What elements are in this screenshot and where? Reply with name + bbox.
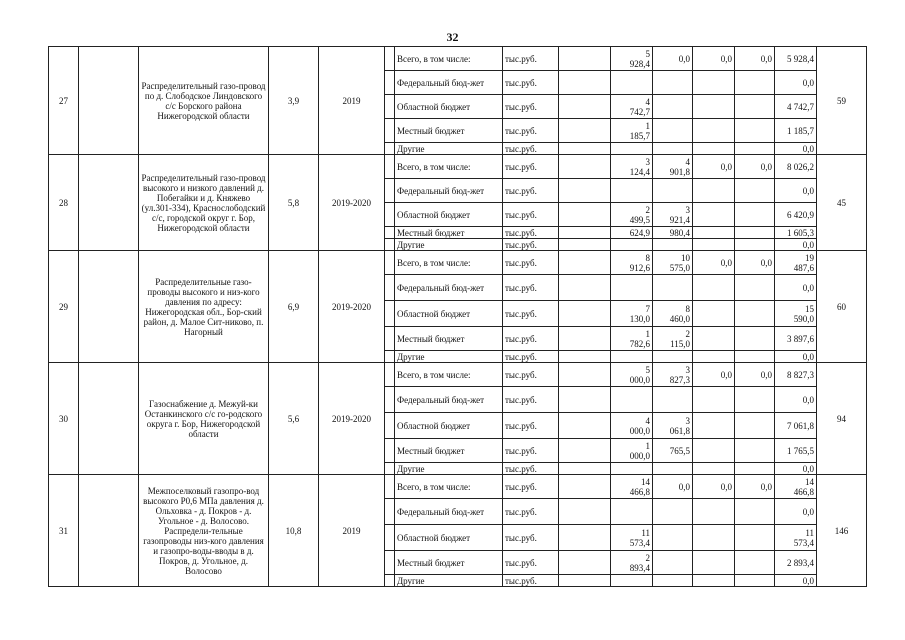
unit: тыс.руб. [503, 227, 559, 239]
amount-year-2: 0,0 [653, 475, 693, 499]
length-km: 10,8 [269, 475, 319, 587]
amount-year-3 [693, 71, 735, 95]
empty-cell [559, 363, 611, 387]
spacer-cell [385, 251, 395, 275]
result-value: 94 [817, 363, 867, 475]
spacer-cell [385, 413, 395, 439]
empty-cell [559, 47, 611, 71]
empty-cell [559, 143, 611, 155]
amount-year-4 [735, 95, 775, 119]
spacer-cell [385, 119, 395, 143]
amount-year-2 [653, 499, 693, 525]
amount-year-1: 5 928,4 [611, 47, 653, 71]
amount-year-2: 980,4 [653, 227, 693, 239]
empty-cell [559, 387, 611, 413]
amount-year-4: 0,0 [735, 155, 775, 179]
funding-source: Всего, в том числе: [395, 47, 503, 71]
amount-year-1 [611, 387, 653, 413]
funding-source: Областной бюджет [395, 525, 503, 551]
amount-year-4 [735, 71, 775, 95]
spacer-cell [385, 179, 395, 203]
amount-year-4 [735, 387, 775, 413]
amount-year-3 [693, 413, 735, 439]
row-number: 31 [49, 475, 79, 587]
amount-year-2 [653, 387, 693, 413]
unit: тыс.руб. [503, 463, 559, 475]
amount-year-1 [611, 275, 653, 301]
amount-total: 2 893,4 [775, 551, 817, 575]
amount-total: 11 573,4 [775, 525, 817, 551]
empty-cell [559, 251, 611, 275]
amount-year-3 [693, 499, 735, 525]
amount-year-1: 2 499,5 [611, 203, 653, 227]
amount-total: 4 742,7 [775, 95, 817, 119]
amount-year-4 [735, 463, 775, 475]
empty-cell [559, 71, 611, 95]
amount-year-2: 0,0 [653, 47, 693, 71]
amount-year-4 [735, 439, 775, 463]
amount-year-1: 624,9 [611, 227, 653, 239]
empty-cell [559, 475, 611, 499]
amount-year-1: 1 185,7 [611, 119, 653, 143]
amount-year-2: 8 460,0 [653, 301, 693, 327]
spacer-cell [385, 47, 395, 71]
amount-year-2 [653, 71, 693, 95]
amount-year-1: 11 573,4 [611, 525, 653, 551]
row-number: 30 [49, 363, 79, 475]
amount-total: 0,0 [775, 463, 817, 475]
amount-total: 0,0 [775, 387, 817, 413]
amount-year-2: 2 115,0 [653, 327, 693, 351]
amount-total: 1 765,5 [775, 439, 817, 463]
funding-source: Областной бюджет [395, 301, 503, 327]
amount-year-3: 0,0 [693, 155, 735, 179]
amount-year-4 [735, 351, 775, 363]
amount-year-2 [653, 575, 693, 587]
length-km: 6,9 [269, 251, 319, 363]
amount-total: 15 590,0 [775, 301, 817, 327]
amount-year-3 [693, 239, 735, 251]
amount-year-3 [693, 95, 735, 119]
amount-year-3 [693, 203, 735, 227]
empty-cell [559, 551, 611, 575]
empty-cell [559, 179, 611, 203]
empty-cell [559, 575, 611, 587]
object-name: Межпоселковый газопро-вод высокого P0,6 МПа давления д. Ольховка - д. Покров - д. Угольное - д. Волосово. Распредели-тельные газопроводы низ-кого давления и газопро-воды-вводы в д. Покров, д. Угольное, д. Волосово [139, 475, 269, 587]
result-value: 146 [817, 475, 867, 587]
amount-year-3 [693, 179, 735, 203]
amount-year-4 [735, 119, 775, 143]
funding-table [48, 46, 867, 587]
amount-total: 0,0 [775, 239, 817, 251]
funding-source: Другие [395, 351, 503, 363]
amount-total: 0,0 [775, 275, 817, 301]
row-number: 28 [49, 155, 79, 251]
amount-year-2: 3 061,8 [653, 413, 693, 439]
amount-year-1: 2 893,4 [611, 551, 653, 575]
empty-cell [559, 301, 611, 327]
amount-year-1 [611, 179, 653, 203]
spacer-cell [385, 155, 395, 179]
funding-source: Всего, в том числе: [395, 475, 503, 499]
amount-year-4 [735, 143, 775, 155]
amount-year-2: 3 827,3 [653, 363, 693, 387]
amount-year-2: 10 575,0 [653, 251, 693, 275]
years: 2019 [319, 475, 385, 587]
table-row [49, 363, 867, 387]
amount-year-4 [735, 575, 775, 587]
spacer-cell [385, 551, 395, 575]
amount-year-1 [611, 499, 653, 525]
amount-year-4 [735, 301, 775, 327]
spacer-cell [385, 499, 395, 525]
unit: тыс.руб. [503, 251, 559, 275]
amount-year-3 [693, 327, 735, 351]
amount-year-2 [653, 239, 693, 251]
unit: тыс.руб. [503, 95, 559, 119]
amount-year-2 [653, 463, 693, 475]
amount-year-3 [693, 439, 735, 463]
amount-year-4 [735, 227, 775, 239]
spacer-cell [385, 227, 395, 239]
amount-year-1: 4 742,7 [611, 95, 653, 119]
unit: тыс.руб. [503, 143, 559, 155]
object-name: Распределительный газо-провод высокого и низкого давлений д. Побегайки и д. Княжево (ул.301-334), Краснослободский с/с, городской округ г. Бор, Нижегородской области [139, 155, 269, 251]
amount-year-1 [611, 71, 653, 95]
funding-source: Местный бюджет [395, 327, 503, 351]
funding-source: Областной бюджет [395, 203, 503, 227]
amount-year-3 [693, 551, 735, 575]
amount-year-3 [693, 525, 735, 551]
amount-year-4 [735, 413, 775, 439]
amount-year-3: 0,0 [693, 251, 735, 275]
amount-total: 7 061,8 [775, 413, 817, 439]
spacer-cell [385, 363, 395, 387]
spacer-cell [385, 439, 395, 463]
amount-year-3 [693, 387, 735, 413]
amount-year-2: 3 921,4 [653, 203, 693, 227]
funding-source: Всего, в том числе: [395, 155, 503, 179]
empty-cell [559, 119, 611, 143]
amount-total: 0,0 [775, 351, 817, 363]
amount-total: 0,0 [775, 499, 817, 525]
funding-source: Всего, в том числе: [395, 251, 503, 275]
amount-year-4: 0,0 [735, 251, 775, 275]
empty-cell [79, 47, 139, 155]
amount-year-4 [735, 203, 775, 227]
amount-year-4 [735, 499, 775, 525]
object-name: Распределительные газо-проводы высокого и низ-кого давления по адресу: Нижегородская обл., Бор-ский район, д. Малое Сит-никово, п. Нагорный [139, 251, 269, 363]
funding-source: Другие [395, 575, 503, 587]
length-km: 5,8 [269, 155, 319, 251]
amount-year-4 [735, 551, 775, 575]
unit: тыс.руб. [503, 525, 559, 551]
empty-cell [559, 463, 611, 475]
amount-year-4: 0,0 [735, 47, 775, 71]
empty-cell [559, 239, 611, 251]
amount-year-3 [693, 463, 735, 475]
unit: тыс.руб. [503, 155, 559, 179]
spacer-cell [385, 203, 395, 227]
amount-year-4 [735, 525, 775, 551]
funding-source: Федеральный бюд-жет [395, 275, 503, 301]
empty-cell [559, 275, 611, 301]
table-row [49, 155, 867, 179]
empty-cell [559, 95, 611, 119]
empty-cell [559, 155, 611, 179]
funding-source: Областной бюджет [395, 95, 503, 119]
result-value: 59 [817, 47, 867, 155]
table-row [49, 251, 867, 275]
spacer-cell [385, 387, 395, 413]
years: 2019-2020 [319, 251, 385, 363]
unit: тыс.руб. [503, 47, 559, 71]
amount-total: 19 487,6 [775, 251, 817, 275]
amount-year-1 [611, 143, 653, 155]
years: 2019-2020 [319, 155, 385, 251]
page-number: 32 [446, 30, 459, 44]
unit: тыс.руб. [503, 71, 559, 95]
empty-cell [559, 413, 611, 439]
amount-total: 1 605,3 [775, 227, 817, 239]
result-value: 60 [817, 251, 867, 363]
funding-source: Федеральный бюд-жет [395, 179, 503, 203]
amount-year-4 [735, 327, 775, 351]
empty-cell [79, 475, 139, 587]
amount-year-2: 765,5 [653, 439, 693, 463]
amount-total: 0,0 [775, 575, 817, 587]
amount-year-2 [653, 143, 693, 155]
empty-cell [559, 351, 611, 363]
empty-cell [79, 155, 139, 251]
empty-cell [79, 251, 139, 363]
empty-cell [79, 363, 139, 475]
empty-cell [559, 499, 611, 525]
amount-total: 0,0 [775, 71, 817, 95]
spacer-cell [385, 239, 395, 251]
amount-year-3 [693, 575, 735, 587]
unit: тыс.руб. [503, 575, 559, 587]
amount-year-1 [611, 351, 653, 363]
unit: тыс.руб. [503, 413, 559, 439]
spacer-cell [385, 475, 395, 499]
spacer-cell [385, 525, 395, 551]
amount-year-1: 7 130,0 [611, 301, 653, 327]
unit: тыс.руб. [503, 119, 559, 143]
table-row [49, 47, 867, 71]
funding-source: Местный бюджет [395, 551, 503, 575]
empty-cell [559, 203, 611, 227]
amount-total: 8 026,2 [775, 155, 817, 179]
unit: тыс.руб. [503, 239, 559, 251]
funding-source: Местный бюджет [395, 227, 503, 239]
spacer-cell [385, 143, 395, 155]
unit: тыс.руб. [503, 301, 559, 327]
spacer-cell [385, 95, 395, 119]
funding-source: Федеральный бюд-жет [395, 71, 503, 95]
spacer-cell [385, 575, 395, 587]
amount-year-2 [653, 351, 693, 363]
unit: тыс.руб. [503, 179, 559, 203]
amount-year-2 [653, 179, 693, 203]
amount-year-3 [693, 351, 735, 363]
amount-year-1: 1 000,0 [611, 439, 653, 463]
unit: тыс.руб. [503, 475, 559, 499]
amount-year-1 [611, 575, 653, 587]
amount-year-4 [735, 239, 775, 251]
amount-year-2 [653, 551, 693, 575]
amount-year-1 [611, 239, 653, 251]
row-number: 27 [49, 47, 79, 155]
amount-year-2 [653, 275, 693, 301]
amount-year-4: 0,0 [735, 475, 775, 499]
amount-total: 8 827,3 [775, 363, 817, 387]
amount-year-1 [611, 463, 653, 475]
amount-year-2 [653, 525, 693, 551]
amount-year-4: 0,0 [735, 363, 775, 387]
funding-source: Федеральный бюд-жет [395, 499, 503, 525]
amount-year-2: 4 901,8 [653, 155, 693, 179]
amount-total: 3 897,6 [775, 327, 817, 351]
amount-year-3: 0,0 [693, 475, 735, 499]
unit: тыс.руб. [503, 275, 559, 301]
amount-year-3: 0,0 [693, 363, 735, 387]
amount-total: 0,0 [775, 179, 817, 203]
spacer-cell [385, 71, 395, 95]
spacer-cell [385, 301, 395, 327]
amount-year-2 [653, 119, 693, 143]
amount-total: 1 185,7 [775, 119, 817, 143]
empty-cell [559, 327, 611, 351]
empty-cell [559, 525, 611, 551]
amount-year-1: 8 912,6 [611, 251, 653, 275]
amount-total: 0,0 [775, 143, 817, 155]
amount-total: 6 420,9 [775, 203, 817, 227]
funding-source: Другие [395, 143, 503, 155]
amount-year-1: 4 000,0 [611, 413, 653, 439]
amount-year-3 [693, 227, 735, 239]
row-number: 29 [49, 251, 79, 363]
amount-year-3: 0,0 [693, 47, 735, 71]
funding-source: Всего, в том числе: [395, 363, 503, 387]
length-km: 5,6 [269, 363, 319, 475]
spacer-cell [385, 463, 395, 475]
empty-cell [559, 227, 611, 239]
unit: тыс.руб. [503, 551, 559, 575]
amount-year-1: 1 782,6 [611, 327, 653, 351]
funding-source: Местный бюджет [395, 439, 503, 463]
result-value: 45 [817, 155, 867, 251]
years: 2019-2020 [319, 363, 385, 475]
length-km: 3,9 [269, 47, 319, 155]
amount-year-1: 5 000,0 [611, 363, 653, 387]
amount-year-1: 3 124,4 [611, 155, 653, 179]
amount-year-3 [693, 301, 735, 327]
years: 2019 [319, 47, 385, 155]
spacer-cell [385, 275, 395, 301]
amount-year-4 [735, 179, 775, 203]
amount-total: 14 466,8 [775, 475, 817, 499]
spacer-cell [385, 351, 395, 363]
amount-year-4 [735, 275, 775, 301]
empty-cell [559, 439, 611, 463]
spacer-cell [385, 327, 395, 351]
unit: тыс.руб. [503, 439, 559, 463]
unit: тыс.руб. [503, 351, 559, 363]
unit: тыс.руб. [503, 499, 559, 525]
amount-year-3 [693, 275, 735, 301]
funding-source: Областной бюджет [395, 413, 503, 439]
table-row [49, 475, 867, 499]
funding-source: Другие [395, 239, 503, 251]
amount-year-1: 14 466,8 [611, 475, 653, 499]
amount-year-3 [693, 143, 735, 155]
funding-source: Федеральный бюд-жет [395, 387, 503, 413]
funding-source: Другие [395, 463, 503, 475]
object-name: Газоснабжение д. Межуй-ки Останкинского с/с го-родского округа г. Бор, Нижегородской области [139, 363, 269, 475]
amount-year-2 [653, 95, 693, 119]
object-name: Распределительный газо-провод по д. Слободское Линдовского с/с Борского района Нижегородской области [139, 47, 269, 155]
unit: тыс.руб. [503, 387, 559, 413]
amount-total: 5 928,4 [775, 47, 817, 71]
funding-source: Местный бюджет [395, 119, 503, 143]
amount-year-3 [693, 119, 735, 143]
unit: тыс.руб. [503, 327, 559, 351]
unit: тыс.руб. [503, 363, 559, 387]
unit: тыс.руб. [503, 203, 559, 227]
